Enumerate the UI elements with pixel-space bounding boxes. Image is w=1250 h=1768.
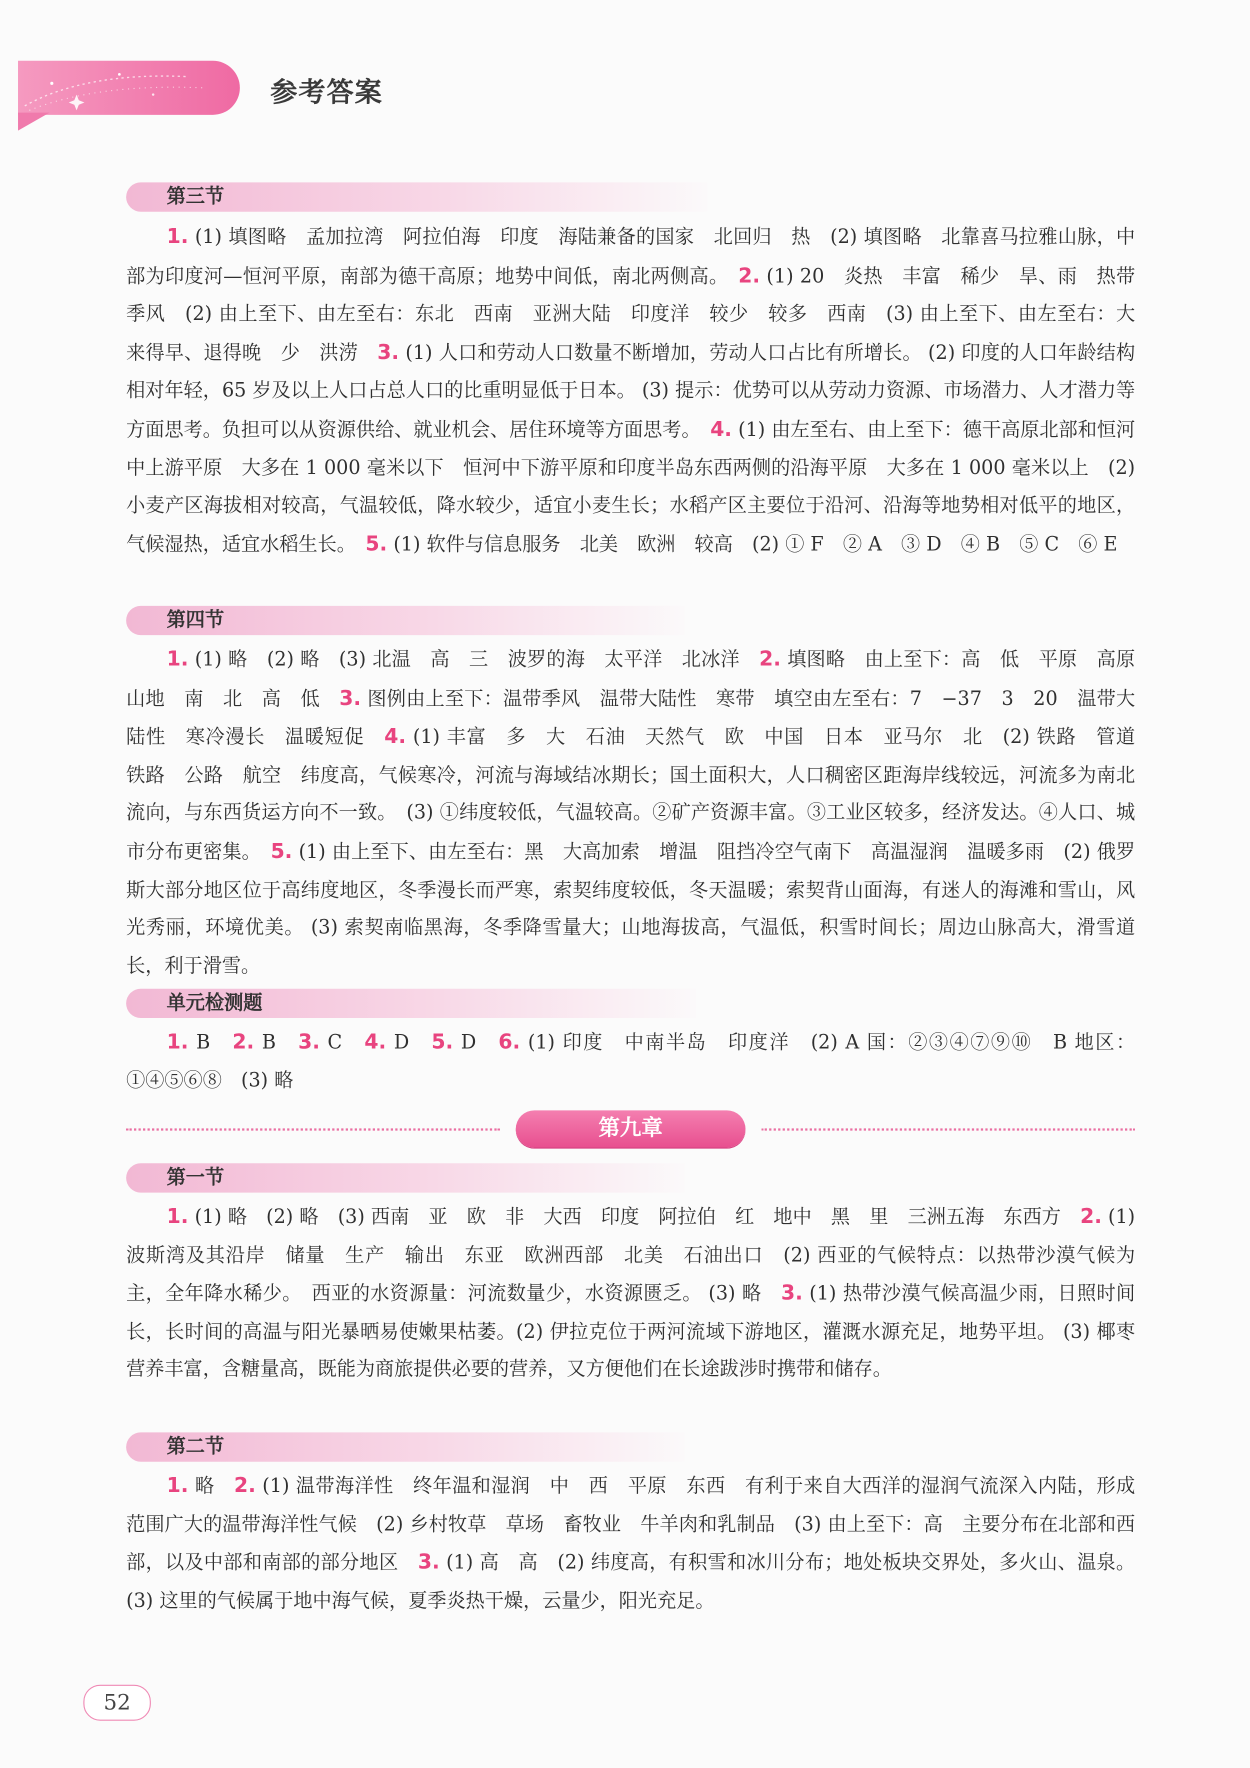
question-number: 5. [270, 840, 293, 864]
section-body-3 [126, 218, 1155, 564]
answer-text: B [254, 1031, 299, 1055]
answer-text: 填图略 由上至下：高 低 平原 高原 山地 南 北 高 低 [126, 648, 1155, 711]
chapter-divider-right [761, 1128, 1135, 1130]
answer-text: (1) 温带海洋性 终年温和湿润 中 西 平原 东西 有利于来自大西洋的湿润气流深入内陆，形成范围广大的温带海洋性气候 (2) 乡村牧草 草场 畜牧业 牛羊肉和乳制品 (3) 由上至下：高 主要分布在北部和西部，以及中部和南部的部分地区 [126, 1475, 1136, 1575]
question-number: 1. [166, 225, 189, 249]
question-number: 3. [417, 1550, 440, 1575]
page-title: 参考答案 [270, 76, 383, 109]
question-number: 3. [298, 1030, 320, 1055]
chapter-divider-left [126, 1128, 500, 1130]
answer-text: (1) 印度 中南半岛 印度洋 (2) A 国：②③④⑦⑨⑩ B 地区：①④⑤⑥⑧ (3) 略 [126, 1031, 1136, 1092]
answer-text: (1) 软件与信息服务 北美 欧洲 较高 (2) ① F ② A ③ D ④ B ⑤ C ⑥ E [387, 533, 1137, 557]
answer-text: (1) 由上至下、由左至右：黑 大高加索 增温 阻挡冷空气南下 高温湿润 温暖多雨 (2) 俄罗斯大部分地区位于高纬度地区，冬季漫长而严寒，索契纬度较低，冬天温暖；索契背山面海，有迷人的海滩和雪山，风光秀丽，环境优美。 (3) 索契南临黑海，冬季降雪量大；山地海拔高，气温低，积雪时间长；周边山脉高大，滑雪道长，利于滑雪。 [126, 841, 1136, 978]
answer-text: D [386, 1031, 432, 1055]
answer-text: (1) 波斯湾及其沿岸 储量 生产 输出 东亚 欧洲西部 北美 石油出口 (2) 西亚的气候特点：以热带沙漠气候为主，全年降水稀少。 西亚的水资源量：河流数量少，水资源匮乏。 (3) 略 [126, 1206, 1136, 1306]
question-number: 1. [166, 1030, 189, 1055]
page-number: 52 [83, 1685, 151, 1721]
answer-text: (1) 略 (2) 略 (3) 北温 高 三 波罗的海 太平洋 北冰洋 [188, 648, 760, 672]
header-banner [18, 61, 240, 115]
section-heading-2: 第二节 [126, 1432, 685, 1461]
question-number: 1. [166, 1474, 189, 1498]
answer-text: B [188, 1031, 233, 1055]
section-body-4 [126, 641, 1155, 986]
section-body-1 [126, 1198, 1135, 1389]
section-heading-1: 第一节 [126, 1163, 685, 1192]
question-number: 1. [166, 1204, 189, 1229]
answer-text: (1) 由左至右、由上至下：德干高原北部和恒河中上游平原 大多在 1 000 毫米以下 恒河中下游平原和印度半岛东西两侧的沿海平原 大多在 1 000 毫米以上 (2) 小麦产区海拔相对较高，气温较低，降水较少，适宜小麦生长；水稻产区主要位于沿河、沿海等地势相对低平的地区，气候湿热，适宜水稻生长。 [126, 418, 1136, 557]
question-number: 6. [498, 1030, 521, 1055]
sparkle-decoration-icon [18, 61, 240, 115]
question-number: 3. [780, 1281, 803, 1306]
answer-text: D [453, 1031, 499, 1055]
question-number: 1. [166, 647, 189, 672]
section-body-2 [126, 1467, 1135, 1621]
answer-text: C [319, 1031, 365, 1055]
section-heading-4: 第四节 [126, 606, 685, 635]
question-number: 2. [1080, 1204, 1102, 1229]
chapter-title: 第九章 [516, 1110, 746, 1147]
question-number: 4. [384, 725, 407, 750]
question-number: 5. [365, 532, 388, 557]
section-heading-3: 第三节 [126, 182, 707, 211]
answer-text: (1) 填图略 孟加拉湾 阿拉伯海 印度 海陆兼备的国家 北回归 热 (2) 填图略 北靠喜马拉雅山脉，中部为印度河—恒河平原，南部为德干高原；地势中间低，南北两侧高。 [126, 226, 1136, 288]
answer-text: 略 [188, 1475, 235, 1498]
question-number: 3. [339, 686, 362, 711]
question-number: 2. [232, 1030, 255, 1055]
answer-text: (1) 热带沙漠气候高温少雨，日照时间长，长时间的高温与阳光暴晒易使嫩果枯萎。(2) 伊拉克位于两河流域下游地区，灌溉水源充足，地势平坦。 (3) 椰枣营养丰富，含糖量高，既能为商旅提供必要的营养，又方便他们在长途跋涉时携带和储存。 [126, 1282, 1136, 1382]
section-heading-unit-test: 单元检测题 [126, 989, 696, 1018]
section-body-unit-test [126, 1024, 1135, 1101]
question-number: 4. [364, 1030, 387, 1055]
answer-text: (1) 丰富 多 大 石油 天然气 欧 中国 日本 亚马尔 北 (2) 铁路 管道 铁路 公路 航空 纬度高，气候寒冷，河流与海域结冰期长；国土面积大，人口稠密区距海岸线较远，河流多为南北流向，与东西货运方向不一致。 (3) ①纬度较低，气温较高。②矿产资源丰富。③工业区较多，经济发达。④人口、城市分布更密集。 [126, 726, 1155, 864]
question-number: 4. [710, 417, 733, 442]
answer-text: 图例由上至下：温带季风 温带大陆性 寒带 填空由左至右：7 −37 3 20 温带大陆性 寒冷漫长 温暖短促 [126, 687, 1136, 750]
answer-text: (1) 人口和劳动人口数量不断增加，劳动人口占比有所增长。 (2) 印度的人口年龄结构相对年轻，65 岁及以上人口占总人口的比重明显低于日本。 (3) 提示：优势可以从劳动力资源、市场潜力、人才潜力等方面思考。负担可以从资源供给、就业机会、居住环境等方面思考。 [126, 342, 1136, 442]
header-banner-tail [18, 113, 50, 131]
question-number: 2. [738, 264, 761, 288]
question-number: 2. [759, 647, 781, 672]
answer-text: (1) 高 高 (2) 纬度高，有积雪和冰川分布；地处板块交界处，多火山、温泉。 (3) 这里的气候属于地中海气候，夏季炎热干燥，云量少，阳光充足。 [126, 1552, 1136, 1613]
question-number: 3. [377, 340, 400, 365]
question-number: 2. [234, 1474, 256, 1498]
answer-text: (1) 略 (2) 略 (3) 西南 亚 欧 非 大西 印度 阿拉伯 红 地中 黑 里 三洲五海 东西方 [188, 1206, 1081, 1229]
question-number: 5. [431, 1030, 454, 1055]
answer-text: (1) 20 炎热 丰富 稀少 旱、雨 热带季风 (2) 由上至下、由左至右：东北 西南 亚洲大陆 印度洋 较少 较多 西南 (3) 由上至下、由左至右：大 来得早、退得晚 少 洪涝 [126, 265, 1155, 365]
